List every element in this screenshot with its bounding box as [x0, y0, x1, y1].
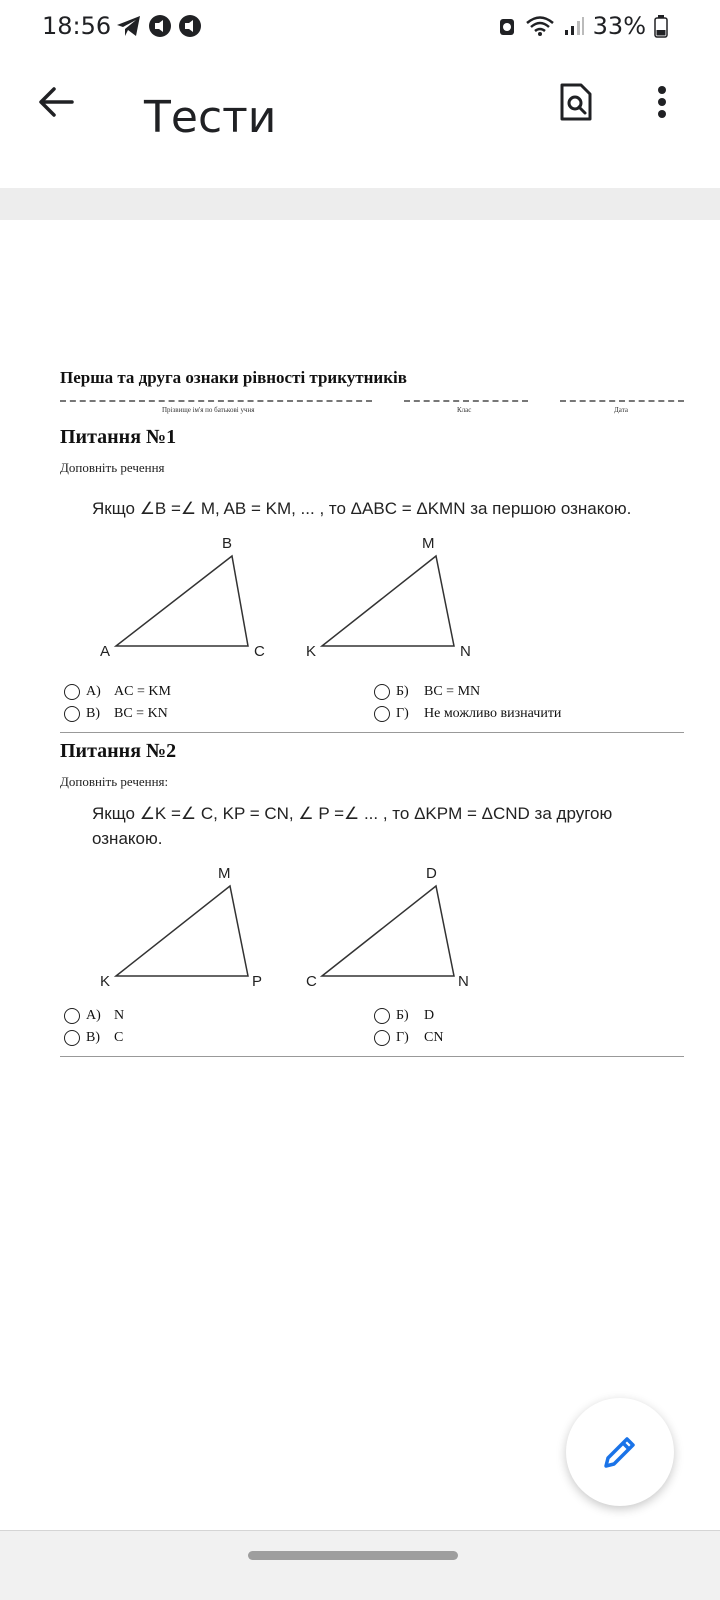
triangle-kpm	[96, 860, 286, 996]
date-field-line	[560, 400, 684, 402]
document-preview[interactable]	[0, 220, 720, 1530]
vertex-label: K	[306, 643, 317, 660]
vertex-label: M	[218, 865, 231, 882]
toolbar-divider	[0, 188, 720, 220]
vertex-label: N	[460, 643, 471, 660]
vertex-label: A	[100, 643, 111, 660]
radio-button[interactable]	[374, 1008, 390, 1024]
arrow-left-icon	[38, 86, 74, 118]
triangle-abc	[96, 530, 286, 666]
class-field-label: Клас	[457, 406, 472, 414]
question-1-option-a[interactable]: А) AC = KM	[64, 684, 171, 700]
vertex-label: P	[252, 973, 263, 990]
question-1-text: Якщо ∠B =∠ M, AB = KM, ... , то ΔABC = ΔKMN за першою ознакою.	[92, 499, 632, 518]
radio-button[interactable]	[64, 684, 80, 700]
question-1-option-b[interactable]: Б) BC = MN	[374, 684, 480, 700]
question-2-instruction: Доповніть речення:	[60, 774, 169, 789]
search-in-document-button[interactable]	[550, 76, 602, 128]
radio-button[interactable]	[374, 1030, 390, 1046]
vertex-label: D	[426, 865, 437, 882]
question-1-option-d[interactable]: Г) Не можливо визначити	[374, 706, 561, 722]
document-search-icon	[559, 82, 593, 122]
vertex-label: B	[222, 535, 233, 552]
battery-percent: 33%	[592, 12, 646, 40]
question-divider	[60, 1056, 684, 1057]
gesture-nav-handle[interactable]	[248, 1551, 458, 1560]
triangle-kmn	[302, 530, 492, 666]
vertex-label: C	[254, 643, 265, 660]
media-icon	[148, 14, 172, 38]
vertex-label: C	[306, 973, 317, 990]
radio-button[interactable]	[64, 1008, 80, 1024]
media-icon	[178, 14, 202, 38]
document-title: Перша та друга ознаки рівності трикутників	[60, 368, 407, 387]
bottom-bar	[0, 1530, 720, 1600]
triangle-cnd	[302, 860, 492, 996]
more-options-button[interactable]	[642, 76, 682, 128]
question-1-heading: Питання №1	[60, 426, 177, 448]
question-2-option-b[interactable]: Б) D	[374, 1008, 434, 1024]
question-2-text: Якщо ∠K =∠ C, KP = CN, ∠ P =∠ ... , то ΔKPM = ΔCND за другою ознакою.	[92, 804, 613, 848]
question-divider	[60, 732, 684, 733]
question-2-heading: Питання №2	[60, 740, 177, 762]
date-field-label: Дата	[614, 406, 628, 414]
question-2-option-c[interactable]: В) C	[64, 1030, 123, 1046]
question-2-option-d[interactable]: Г) CN	[374, 1030, 443, 1046]
vertex-label: M	[422, 535, 435, 552]
battery-icon	[654, 14, 668, 38]
vertex-label: N	[458, 973, 469, 990]
question-1-instruction: Доповніть речення	[60, 460, 165, 475]
name-field-label: Прізвище ім'я по батькові учня	[162, 406, 255, 414]
edit-fab-button[interactable]	[566, 1398, 674, 1506]
wifi-icon	[525, 15, 555, 37]
back-button[interactable]	[30, 76, 82, 128]
edit-pencil-icon	[600, 1432, 640, 1472]
question-2-option-a[interactable]: А) N	[64, 1008, 124, 1024]
status-bar	[0, 0, 720, 54]
radio-button[interactable]	[64, 706, 80, 722]
vertex-label: K	[100, 973, 111, 990]
page-title: Тести	[144, 92, 277, 143]
radio-button[interactable]	[64, 1030, 80, 1046]
radio-button[interactable]	[374, 706, 390, 722]
name-field-line	[60, 400, 372, 402]
status-time: 18:56	[42, 12, 112, 40]
more-vert-icon	[657, 85, 667, 119]
question-1-option-c[interactable]: В) BC = KN	[64, 706, 168, 722]
class-field-line	[404, 400, 528, 402]
app-bar	[0, 54, 720, 188]
radio-button[interactable]	[374, 684, 390, 700]
telegram-icon	[116, 15, 142, 37]
signal-icon	[563, 15, 585, 37]
alarm-icon	[497, 15, 517, 37]
